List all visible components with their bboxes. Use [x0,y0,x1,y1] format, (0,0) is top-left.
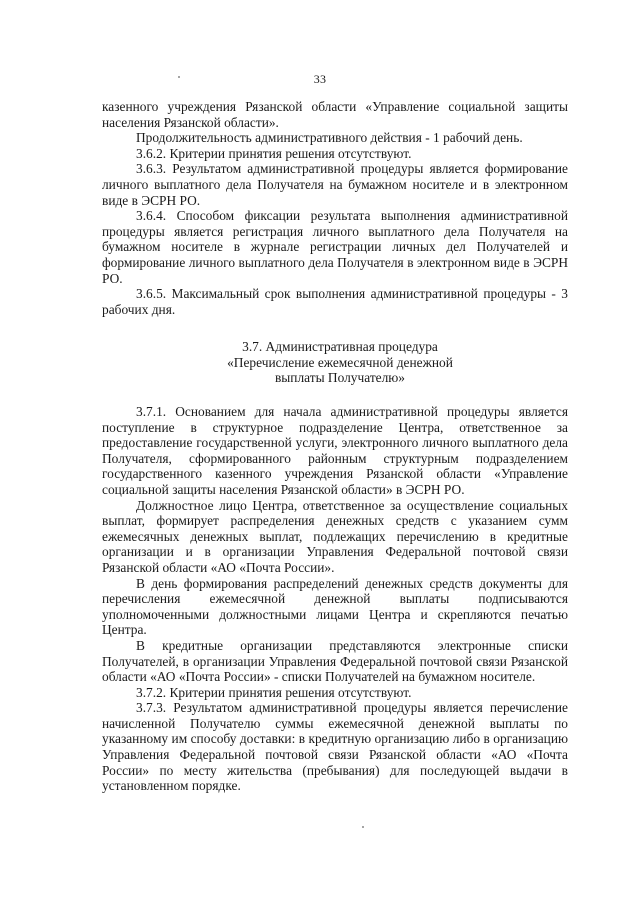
paragraph-3-7-2: 3.7.2. Критерии принятия решения отсутствуют. [136,684,412,700]
scan-speck [362,826,364,828]
paragraph-official-distribution: Должностное лицо Центра, ответственное за осуществление социальных выплат, формирует распределения денежных средств с указанием сумм ежемесячных денежных выплат, подлежащих перечислению в кредитные организации и в организации Управления Федеральной почтовой связи Рязанской области «АО «Почта России». [102,497,568,575]
paragraph-3-6-5: 3.6.5. Максимальный срок выполнения административной процедуры - 3 рабочих дня. [102,286,568,317]
paragraph-credit-organizations: В кредитные организации представляются электронные списки Получателей, в организации Управления Федеральной почтовой связи Рязанской области «АО «Почта России» - списки Получателей на бумажном носителе. [102,637,568,685]
section-heading-line-2: «Перечисление ежемесячной денежной [227,354,453,370]
page-number: 33 [313,72,327,86]
section-heading [160,339,520,386]
paragraph-3-6-3: 3.6.3. Результатом административной процедуры является формирование личного выплатного дела Получателя на бумажном носителе и в электронном виде в ЭСРН РО. [102,161,568,208]
paragraph-signing-day: В день формирования распределений денежных средств документы для перечисления ежемесячной денежной выплаты подписываются уполномоченными должностными лицами Центра и скрепляются печатью Центра. [102,575,568,638]
paragraph-3-6-2: 3.6.2. Критерии принятия решения отсутствуют. [136,145,412,161]
top-text-block [102,99,568,317]
paragraph-3-7-3: 3.7.3. Результатом административной процедуры является перечисление начисленной Получателю суммы ежемесячной денежной выплаты по указанному им способу доставки: в кредитную организацию либо в организацию Управления Федеральной почтовой связи Рязанской области «АО «Почта России» по месту жительства (пребывания) для последующей выдачи в установленном порядке. [102,700,568,794]
section-heading-line-3: выплаты Получателю» [274,370,406,386]
paragraph-3-7-1: 3.7.1. Основанием для начала административной процедуры является поступление в структурное подразделение Центра, ответственное за предоставление государственной услуги, электронного личного выплатного дела Получателя, сформированного районным структурным подразделением государственного казенного учреждения Рязанской области «Управление социальной защиты населения Рязанской области» в ЭСРН РО. [102,404,568,497]
scan-speck [178,76,180,78]
paragraph-3-6-4: 3.6.4. Способом фиксации результата выполнения административной процедуры является регистрация личного выплатного дела Получателя на бумажном носителе в журнале регистрации личных дел Получателей и формирование личного выплатного дела Получателя в электронном виде в ЭСРН РО. [102,208,568,286]
bottom-text-block [102,404,568,794]
section-heading-line-1: 3.7. Административная процедура [242,339,438,354]
paragraph-continuation: казенного учреждения Рязанской области «Управление социальной защиты населения Рязанской области». [102,99,568,130]
paragraph-duration: Продолжительность административного действия - 1 рабочий день. [136,130,523,146]
